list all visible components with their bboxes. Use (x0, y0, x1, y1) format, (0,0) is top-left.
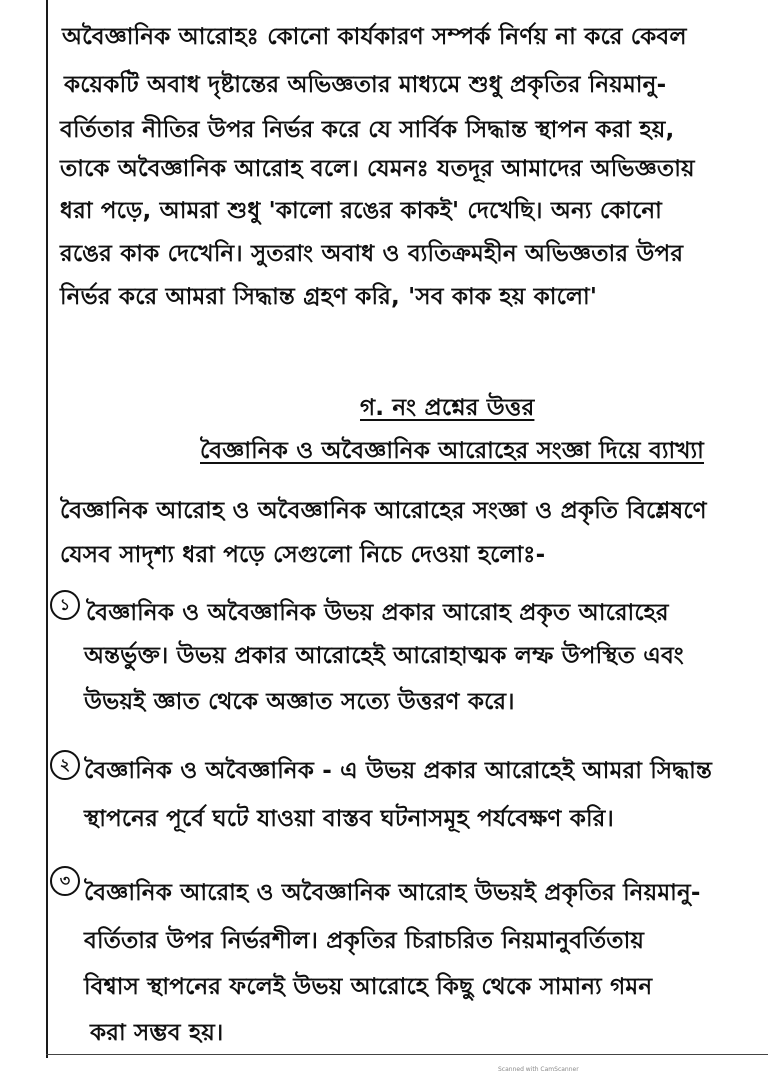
point-1-line-1: বৈজ্ঞানিক ও অবৈজ্ঞানিক উভয় প্রকার আরোহ প্রকৃত আরোহের (86, 600, 669, 626)
top-para-line-6: রঙের কাক দেখেনি। সুতরাং অবাধ ও ব্যতিক্রমহীন অভিজ্ঞতার উপর (60, 241, 684, 267)
answer-heading: গ. নং প্রশ্নের উত্তর (360, 395, 535, 421)
point-2-line-2: স্থাপনের পূর্বে ঘটে যাওয়া বাস্তব ঘটনাসমূহ পর্যবেক্ষণ করি। (84, 806, 614, 832)
intro-line-1: বৈজ্ঞানিক আরোহ ও অবৈজ্ঞানিক আরোহের সংজ্ঞা ও প্রকৃতি বিশ্লেষণে (60, 498, 707, 524)
point-2-line-1: বৈজ্ঞানিক ও অবৈজ্ঞানিক - এ উভয় প্রকার আরোহেই আমরা সিদ্ধান্ত (84, 758, 713, 784)
point-3-line-4: করা সম্ভব হয়। (90, 1020, 224, 1046)
intro-line-2: যেসব সাদৃশ্য ধরা পড়ে সেগুলো নিচে দেওয়া হলোঃ- (60, 542, 546, 568)
scanner-watermark: Scanned with CamScanner (498, 1066, 579, 1073)
top-para-line-3: বর্তিতার নীতির উপর নির্ভর করে যে সার্বিক সিদ্ধান্ত স্থাপন করা হয়, (60, 117, 675, 143)
point-1-line-2: অন্তর্ভুক্ত। উভয় প্রকার আরোহেই আরোহাত্মক লম্ফ উপস্থিত এবং (84, 643, 684, 669)
top-para-line-2: কয়েকটি অবাধ দৃষ্টান্তের অভিজ্ঞতার মাধ্যমে শুধু প্রকৃতির নিয়মানু- (64, 72, 667, 98)
point-2-marker: ২ (50, 750, 80, 780)
bottom-rule (46, 1054, 768, 1055)
point-1-marker: ১ (50, 590, 80, 620)
point-3-line-3: বিশ্বাস স্থাপনের ফলেই উভয় আরোহে কিছু থেকে সামান্য গমন (84, 974, 653, 1000)
point-3-line-2: বর্তিতার উপর নির্ভরশীল। প্রকৃতির চিরাচরিত নিয়মানুবর্তিতায় (84, 928, 645, 954)
answer-subheading: বৈজ্ঞানিক ও অবৈজ্ঞানিক আরোহের সংজ্ঞা দিয়ে ব্যাখ্যা (200, 438, 705, 464)
point-3-line-1: বৈজ্ঞানিক আরোহ ও অবৈজ্ঞানিক আরোহ উভয়ই প্রকৃতির নিয়মানু- (84, 880, 701, 906)
top-para-line-1: অবৈজ্ঞানিক আরোহঃ কোনো কার্যকারণ সম্পর্ক নির্ণয় না করে কেবল (62, 24, 687, 50)
margin-line (46, 0, 48, 1058)
point-3-marker: ৩ (50, 866, 80, 896)
point-1-line-3: উভয়ই জ্ঞাত থেকে অজ্ঞাত সত্যে উত্তরণ করে। (84, 689, 515, 715)
top-para-line-4: তাকে অবৈজ্ঞানিক আরোহ বলে। যেমনঃ যতদূর আমাদের অভিজ্ঞতায় (60, 156, 695, 182)
top-para-line-7: নির্ভর করে আমরা সিদ্ধান্ত গ্রহণ করি, 'সব কাক হয় কালো' (60, 284, 598, 310)
top-para-line-5: ধরা পড়ে, আমরা শুধু 'কালো রঙের কাকই' দেখেছি। অন্য কোনো (60, 198, 662, 224)
